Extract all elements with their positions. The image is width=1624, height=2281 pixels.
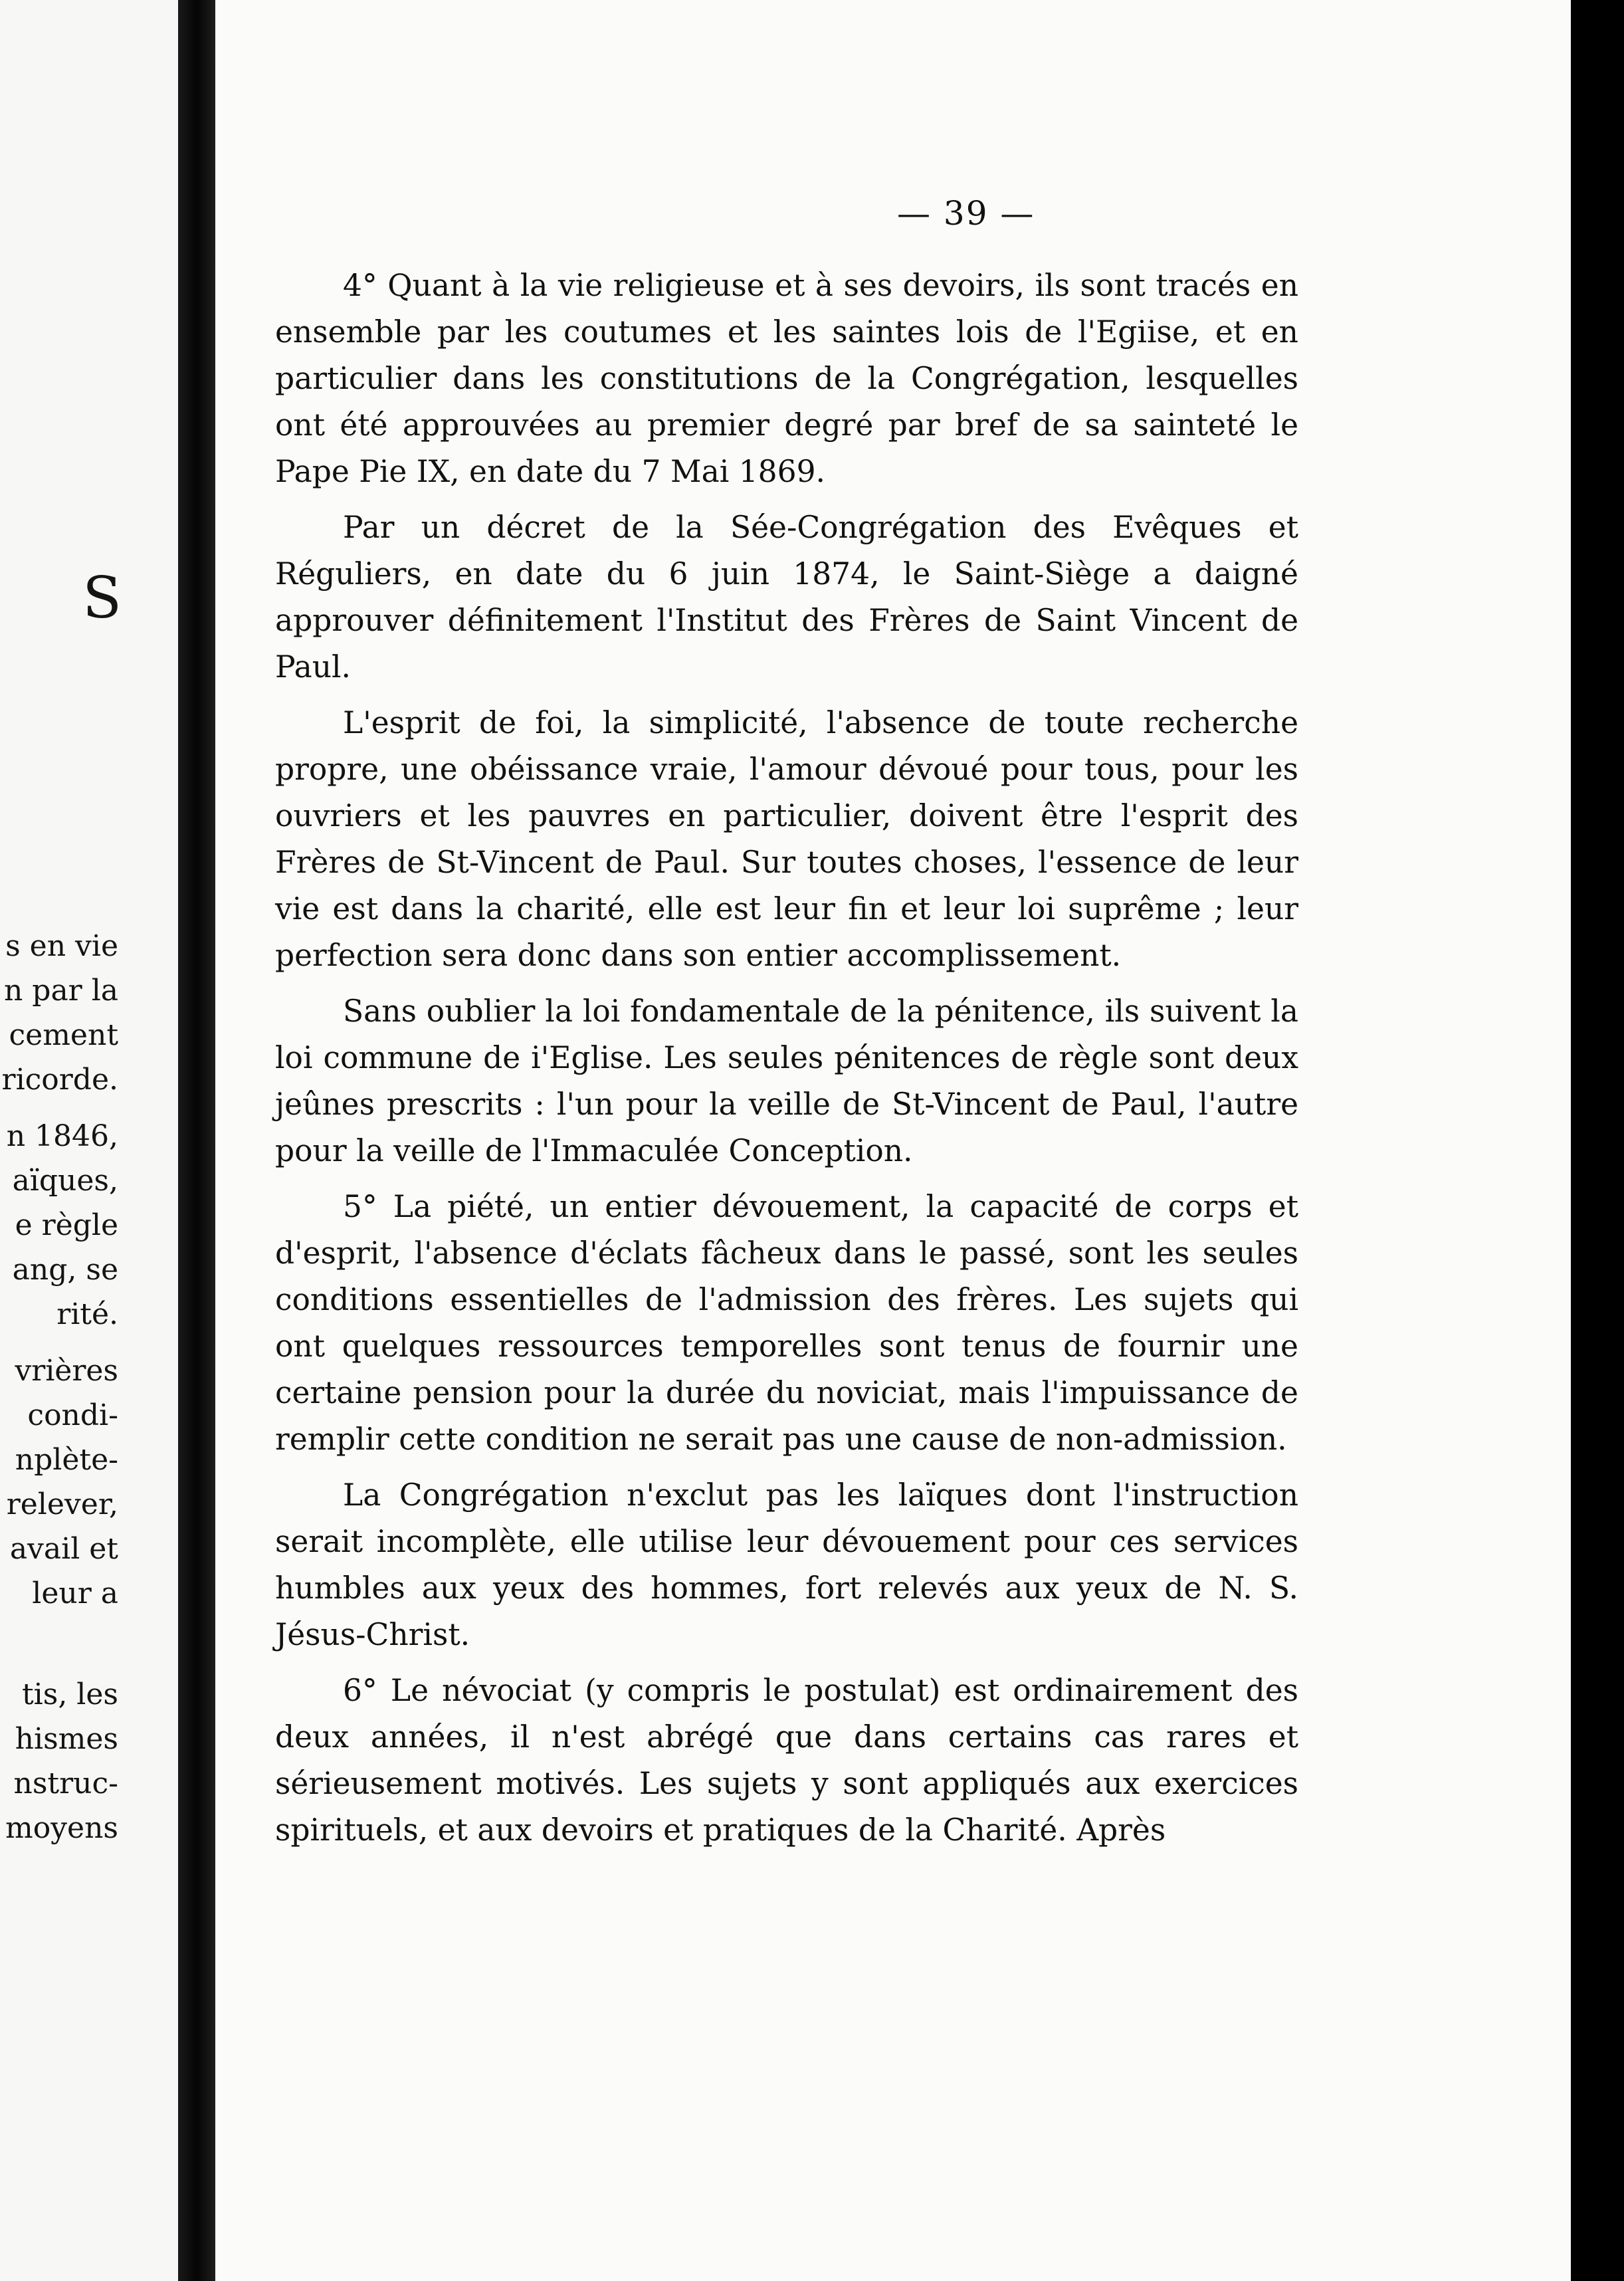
left-line: s en vie [5, 929, 118, 963]
left-line: leur a [32, 1576, 118, 1610]
page-39 [215, 0, 1571, 2281]
left-line: rité. [56, 1297, 118, 1331]
left-line: ang, se [12, 1253, 118, 1287]
left-line: condi- [27, 1398, 118, 1432]
page-number: — 39 — [897, 194, 1035, 233]
paragraph: L'esprit de foi, la simplicité, l'absence de toute recherche propre, une obéissance vraie, l'amour dévoué pour tous, pour les ouvriers et les pauvres en particulier, doivent être l'esprit des Frères de St-Vincent de Paul. Sur toutes choses, l'essence de leur vie est dans la charité, elle est leur fin et leur loi suprême ; leur perfection sera donc dans son entier accomplissement. [275, 705, 1298, 973]
left-line: vrières [15, 1354, 118, 1388]
paragraph: 5° La piété, un entier dévouement, la capacité de corps et d'esprit, l'absence d'éclats fâcheux dans le passé, sont les seules conditions essentielles de l'admission des frères. Les sujets qui ont quelques ressources temporelles sont tenus de fournir une certaine pension pour la durée du noviciat, mais l'impuissance de remplir cette condition ne serait pas une cause de non-admission. [275, 1189, 1298, 1457]
left-line: moyens [5, 1811, 118, 1845]
left-line: nplète- [15, 1443, 118, 1477]
left-line: hismes [15, 1722, 118, 1756]
paragraph: La Congrégation n'exclut pas les laïques dont l'instruction serait incomplète, elle utilise leur dévouement pour ces services humbles aux yeux des hommes, fort relevés aux yeux de N. S. Jésus-Christ. [275, 1477, 1298, 1652]
scan-border [1571, 0, 1624, 2281]
left-page-glyph: S [82, 565, 122, 631]
left-line: e règle [15, 1208, 118, 1242]
left-line: relever, [6, 1487, 118, 1521]
left-line: n 1846, [6, 1119, 118, 1153]
show-through-text [65, 286, 158, 326]
previous-page-fragment [0, 0, 178, 2281]
left-page-lines [0, 924, 118, 1850]
left-line: nstruc- [13, 1767, 118, 1800]
left-line: aïques, [12, 1164, 118, 1198]
paragraph: Par un décret de la Sée-Congrégation des Evêques et Réguliers, en date du 6 juin 1874, le Saint-Siège a daigné approuver définitement l'Institut des Frères de Saint Vincent de Paul. [275, 510, 1298, 685]
left-line: n par la [3, 974, 118, 1008]
paragraph: 4° Quant à la vie religieuse et à ses devoirs, ils sont tracés en ensemble par les coutumes et les saintes lois de l'Egiise, et en particulier dans les constitutions de la Congrégation, lesquelles ont été approuvées au premier degré par bref de sa sainteté le Pape Pie IX, en date du 7 Mai 1869. [275, 268, 1298, 489]
book-gutter [178, 0, 215, 2281]
paragraph: 6° Le névociat (y compris le postulat) est ordinairement des deux années, il n'est abrégé que dans certains cas rares et sérieusement motivés. Les sujets y sont appliqués aux exercices spirituels, et aux devoirs et pratiques de la Charité. Après [275, 1673, 1298, 1848]
left-line: avail et [9, 1532, 118, 1566]
left-line: tis, les [22, 1678, 118, 1711]
left-line: cement [9, 1018, 118, 1052]
left-line: ricorde. [1, 1063, 118, 1097]
paragraph: Sans oublier la loi fondamentale de la pénitence, ils suivent la loi commune de i'Eglise. Les seules pénitences de règle sont deux jeûnes prescrits : l'un pour la veille de St-Vincent de Paul, l'autre pour la veille de l'Immaculée Conception. [275, 994, 1298, 1168]
page-body [275, 263, 1298, 1863]
left-line [0, 1616, 118, 1660]
